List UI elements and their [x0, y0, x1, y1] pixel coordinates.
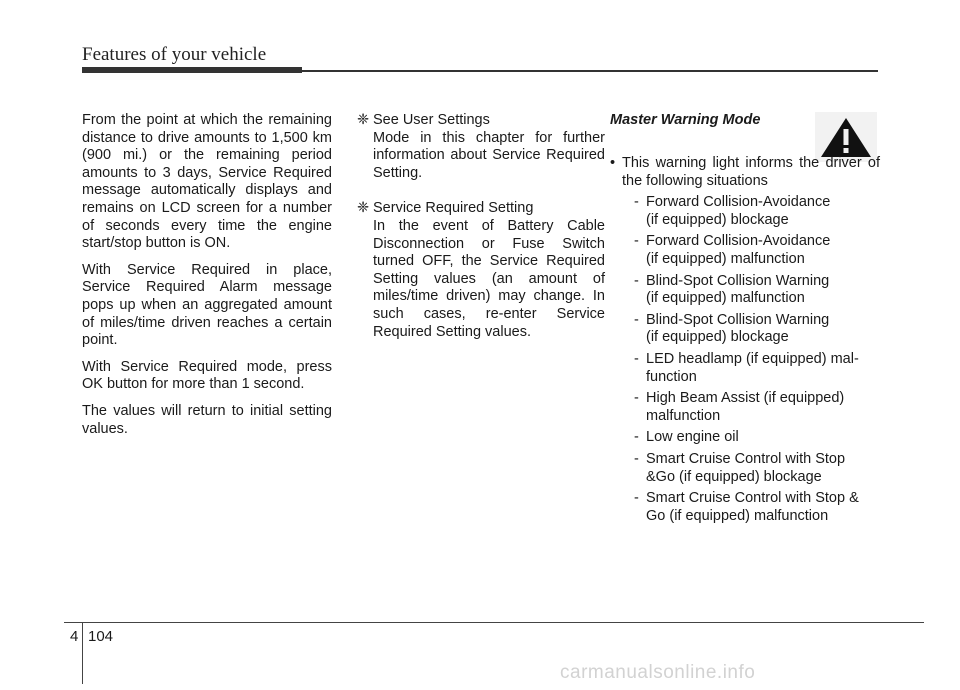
- warning-item-text: Forward Collision-Avoidance: [646, 194, 831, 211]
- bullet-text: This warning light informs the driver of the following situations: [622, 155, 880, 189]
- footer-divider: [82, 622, 83, 684]
- warning-item: [634, 233, 880, 268]
- warning-item: [634, 451, 880, 486]
- header-rule-thick: [82, 67, 302, 73]
- bullet-icon: •: [610, 155, 616, 171]
- paragraph: With Service Required in place, Service Required Alarm message pops up when an aggregated amount of miles/time driven reaches a certain point.: [82, 261, 332, 349]
- watermark: carmanualsonline.info: [560, 662, 756, 683]
- warning-item: [634, 312, 880, 347]
- warning-item-text: Blind-Spot Collision Warning: [646, 272, 830, 289]
- dash-icon: -: [634, 311, 639, 328]
- warning-item-text-cont: malfunction: [646, 407, 721, 424]
- dash-icon: -: [634, 194, 639, 211]
- warning-item-text: Low engine oil: [646, 429, 739, 446]
- dash-icon: -: [634, 390, 639, 407]
- warning-item: [634, 429, 880, 447]
- dash-icon: -: [634, 272, 639, 289]
- warning-item-text-cont: (if equipped) malfunction: [646, 250, 805, 267]
- warning-item-text: High Beam Assist (if equipped): [646, 390, 845, 407]
- column-master-warning: [610, 112, 880, 529]
- column-notes: [357, 112, 605, 359]
- warning-item-text: Smart Cruise Control with Stop: [646, 450, 846, 467]
- warning-item: [634, 273, 880, 308]
- warning-item-text-cont: Go (if equipped) malfunction: [646, 507, 829, 524]
- note-user-settings: [357, 112, 605, 182]
- warning-item-text-cont: function: [646, 368, 697, 385]
- note-body: Mode in this chapter for further information about Service Required Setting.: [373, 129, 605, 181]
- footer-rule: [64, 622, 924, 623]
- dash-icon: -: [634, 350, 639, 367]
- warning-item: [634, 351, 880, 386]
- page-header-title: Features of your vehicle: [82, 44, 267, 65]
- dash-icon: -: [634, 233, 639, 250]
- paragraph: From the point at which the remaining distance to drive amounts to 1,500 km (900 mi.) or the remaining period amounts to 3 days, Service Required message automatically displays and remains on LCD screen for a number of seconds every time the engine start/stop button is ON.: [82, 112, 332, 252]
- header-rule-thin: [302, 70, 878, 72]
- warning-item-text: Blind-Spot Collision Warning: [646, 311, 830, 328]
- warning-item: [634, 194, 880, 229]
- paragraph: With Service Required mode, press OK button for more than 1 second.: [82, 358, 332, 393]
- section-title: Master Warning Mode: [610, 112, 761, 128]
- warning-item: [634, 490, 880, 525]
- warning-item-text-cont: (if equipped) malfunction: [646, 290, 805, 307]
- note-title: Service Required Setting: [373, 200, 534, 217]
- note-body: In the event of Battery Cable Disconnection or Fuse Switch turned OFF, the Service Required Setting values (an amount of miles/time driven) may change. In such cases, re-enter Service Required Setting values.: [373, 217, 605, 340]
- note-title: See User Settings: [373, 112, 490, 128]
- dash-icon: -: [634, 490, 639, 507]
- warning-list: [610, 194, 880, 525]
- warning-item-text: Smart Cruise Control with Stop &: [646, 490, 859, 507]
- warning-item-text-cont: (if equipped) blockage: [646, 329, 789, 346]
- warning-item-text: LED headlamp (if equipped) mal-: [646, 350, 859, 367]
- note-symbol-icon: ❈: [357, 200, 370, 217]
- column-service-required: [82, 112, 332, 447]
- note-symbol-icon: ❈: [357, 112, 370, 128]
- warning-item-text: Forward Collision-Avoidance: [646, 233, 831, 250]
- warning-item: [634, 390, 880, 425]
- warning-item-text-cont: (if equipped) blockage: [646, 211, 789, 228]
- dash-icon: -: [634, 429, 639, 446]
- bullet-intro: [610, 155, 880, 190]
- paragraph: The values will return to initial setting values.: [82, 402, 332, 437]
- page-number: 104: [88, 628, 114, 645]
- dash-icon: -: [634, 450, 639, 467]
- chapter-number: 4: [70, 628, 79, 645]
- warning-item-text-cont: &Go (if equipped) blockage: [646, 468, 822, 485]
- note-service-required-setting: [357, 200, 605, 341]
